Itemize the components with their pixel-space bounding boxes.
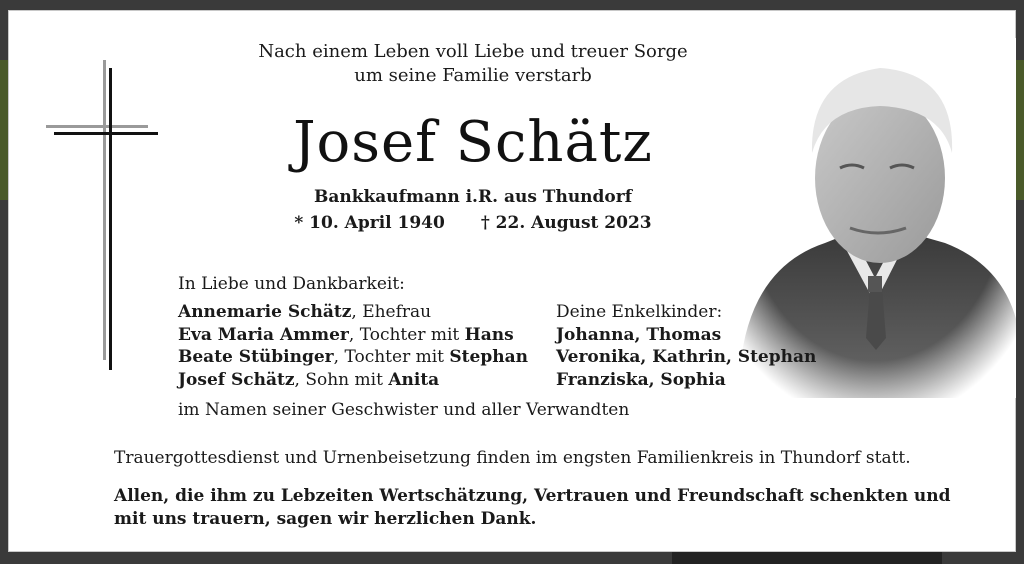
intro-line-2: um seine Familie verstarb	[354, 65, 592, 86]
list-item	[178, 369, 528, 392]
background-right	[1016, 60, 1024, 200]
list-item	[178, 346, 528, 369]
family-list	[178, 301, 528, 391]
cross-icon	[46, 60, 158, 370]
thanks-line-1: Allen, die ihm zu Lebzeiten Wertschätzung, Vertrauen und Freundschaft schenkten und	[114, 486, 951, 506]
birth-date: * 10. April 1940	[294, 213, 445, 233]
gratitude-heading: In Liebe und Dankbarkeit:	[178, 274, 405, 294]
family-member-name: Eva Maria Ammer	[178, 324, 349, 345]
grandchildren-heading: Deine Enkelkinder:	[556, 302, 723, 322]
list-item	[556, 369, 816, 392]
intro-line-1: Nach einem Leben voll Liebe und treuer Sorge	[258, 41, 688, 62]
family-member-name: Josef Schätz	[178, 369, 295, 390]
deceased-occupation: Bankkaufmann i.R. aus Thundorf	[313, 187, 633, 207]
grandchildren-names: Veronika, Kathrin, Stephan	[556, 347, 817, 367]
list-item	[556, 346, 816, 369]
bottom-strip	[672, 552, 942, 564]
family-partner: Stephan	[449, 347, 528, 367]
family-relation: , Tochter mit	[348, 324, 465, 345]
life-dates	[218, 213, 728, 233]
grandchildren-names: Franziska, Sophia	[556, 369, 726, 390]
death-date: † 22. August 2023	[480, 213, 652, 233]
list-item	[178, 324, 528, 347]
family-partner: Anita	[388, 369, 440, 390]
thanks-note	[114, 485, 951, 530]
list-item	[556, 324, 816, 347]
family-relation: , Ehefrau	[351, 302, 432, 322]
family-partner: Hans	[464, 324, 514, 345]
background-left	[0, 60, 8, 200]
family-member-name: Beate Stübinger	[178, 347, 334, 367]
relatives-line: im Namen seiner Geschwister und aller Verwandten	[178, 400, 630, 420]
grandchildren-list	[556, 301, 816, 391]
service-note: Trauergottesdienst und Urnenbeisetzung finden im engsten Familienkreis in Thundorf statt.	[114, 448, 911, 468]
list-item	[178, 301, 528, 324]
deceased-name: Josef Schätz	[293, 110, 653, 175]
family-member-name: Annemarie Schätz	[178, 302, 352, 322]
grandchildren-names: Johanna, Thomas	[556, 324, 722, 345]
intro-text	[218, 40, 728, 88]
family-relation: , Sohn mit	[294, 369, 389, 390]
thanks-line-2: mit uns trauern, sagen wir herzlichen Dank.	[114, 508, 537, 529]
family-relation: , Tochter mit	[333, 347, 450, 367]
obituary-card	[8, 10, 1016, 552]
